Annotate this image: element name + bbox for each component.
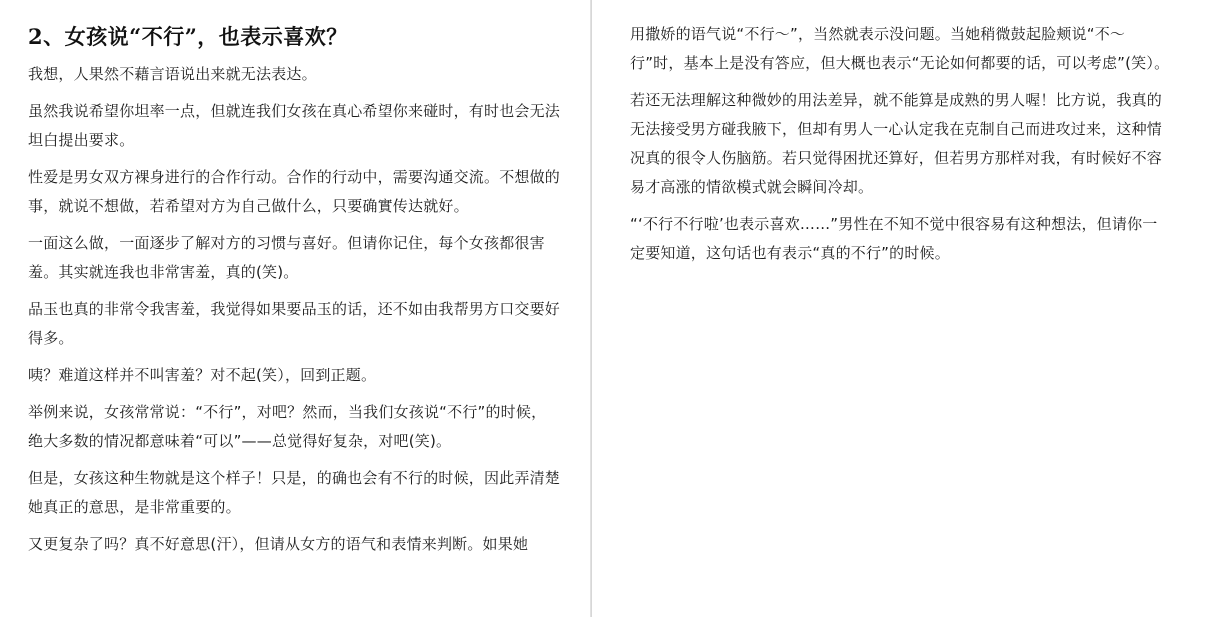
right-page bbox=[592, 0, 1210, 617]
paragraph-11: 若还无法理解这种微妙的用法差异，就不能算是成熟的男人喔！比方说，我真的无法接受男方碰我腋下，但却有男人一心认定我在克制自己而进攻过来，这种情况真的很令人伤脑筋。若只觉得困扰还算好，但若男方那样对我，有时候好不容易才高涨的情欲模式就会瞬间冷却。 bbox=[630, 91, 1163, 196]
paragraph-9: 又更复杂了吗？真不好意思(汗），但请从女方的语气和表情来判断。如果她 bbox=[28, 535, 529, 553]
paragraph-5: 品玉也真的非常令我害羞，我觉得如果要品玉的话，还不如由我帮男方口交要好得多。 bbox=[28, 300, 561, 347]
section-heading: 2、女孩说“不行”，也表示喜欢？ bbox=[28, 24, 348, 49]
paragraph-10: 用撒娇的语气说“不行～”，当然就表示没问题。当她稍微鼓起脸颊说“不～行”时，基本上是没有答应，但大概也表示“无论如何都要的话，可以考虑”(笑）。 bbox=[630, 25, 1170, 72]
paragraph-8: 但是，女孩这种生物就是这个样子！只是，的确也会有不行的时候，因此弄清楚她真正的意思，是非常重要的。 bbox=[28, 469, 561, 516]
paragraph-2: 虽然我说希望你坦率一点，但就连我们女孩在真心希望你来碰时，有时也会无法坦白提出要求。 bbox=[28, 102, 561, 149]
paragraph-1: 我想，人果然不藉言语说出来就无法表达。 bbox=[28, 65, 317, 83]
paragraph-3: 性爱是男女双方裸身进行的合作行动。合作的行动中，需要沟通交流。不想做的事，就说不想做，若希望对方为自己做什么，只要确實传达就好。 bbox=[28, 168, 561, 215]
paragraph-6: 咦？难道这样并不叫害羞？对不起(笑），回到正题。 bbox=[28, 366, 377, 384]
paragraph-4: 一面这么做，一面逐步了解对方的习惯与喜好。但请你记住，每个女孩都很害羞。其实就连我也非常害羞，真的(笑)。 bbox=[28, 234, 545, 281]
paragraph-7: 举例来说，女孩常常说：“不行”，对吧？然而，当我们女孩说“不行”的时候，绝大多数的情况都意味着“可以”——总觉得好复杂，对吧(笑)。 bbox=[28, 403, 547, 450]
left-page bbox=[0, 0, 591, 617]
paragraph-12: “‘不行不行啦’也表示喜欢……”男性在不知不觉中很容易有这种想法，但请你一定要知道，这句话也有表示“真的不行”的时候。 bbox=[630, 215, 1158, 262]
